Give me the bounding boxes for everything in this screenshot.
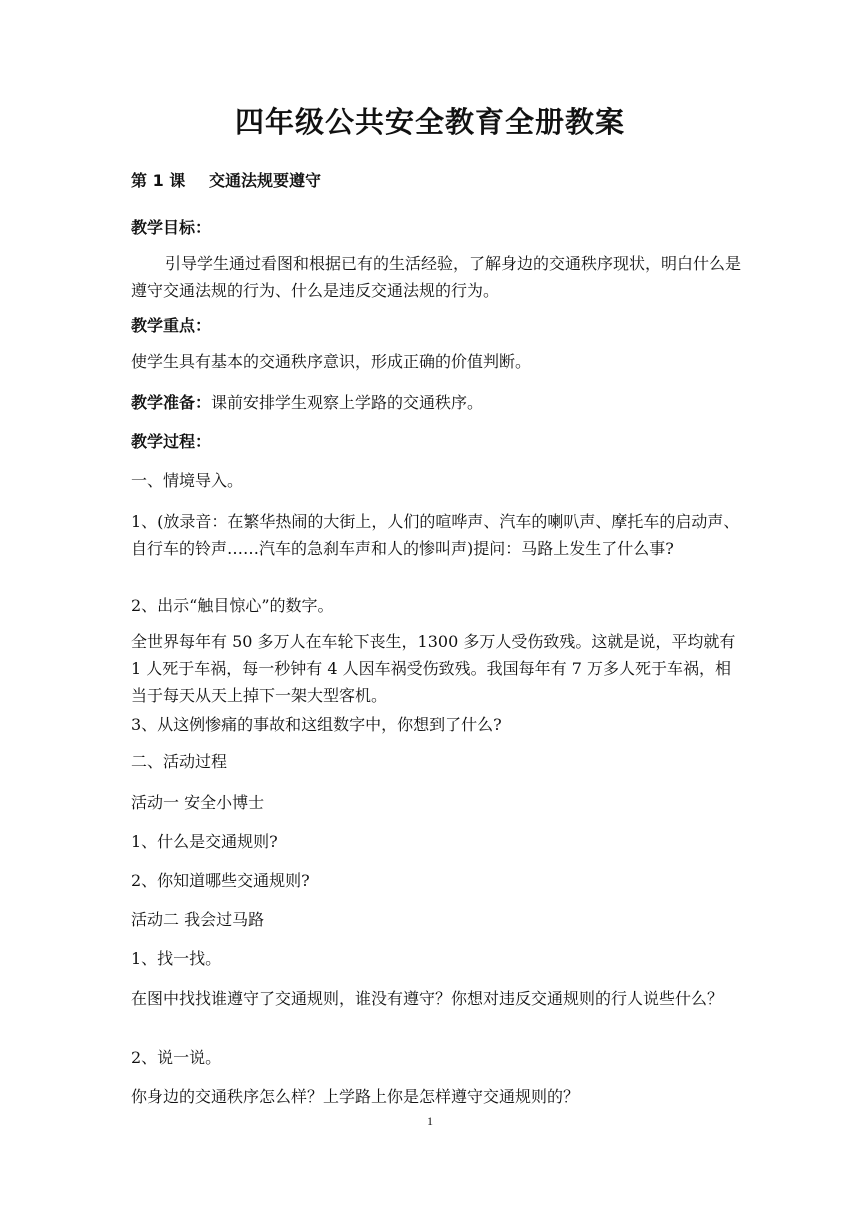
preparation-text: 课前安排学生观察上学路的交通秩序。 bbox=[211, 393, 484, 412]
preparation-heading: 教学准备： bbox=[131, 393, 212, 412]
objective-text: 引导学生通过看图和根据已有的生活经验，了解身边的交通秩序现状，明白什么是遵守交通法规的行为、什么是违反交通法规的行为。 bbox=[131, 254, 742, 300]
activity-one-question-2: 2、你知道哪些交通规则? bbox=[131, 871, 310, 890]
page-number: 1 bbox=[427, 1114, 433, 1128]
preparation-line bbox=[131, 389, 751, 416]
item-recording: 1、(放录音：在繁华热闹的大街上，人们的喧哗声、汽车的喇叭声、摩托车的启动声、自行车的铃声……汽车的急刹车声和人的惨叫声)提问：马路上发生了什么事? bbox=[131, 512, 740, 558]
section-heading-activities: 二、活动过程 bbox=[131, 752, 228, 771]
objective-heading: 教学目标： bbox=[131, 218, 212, 237]
activity-two-step-1: 1、找一找。 bbox=[131, 949, 222, 968]
section-heading-intro: 一、情境导入。 bbox=[131, 471, 244, 490]
activity-one-heading: 活动一 安全小博士 bbox=[131, 793, 265, 812]
lesson-name: 交通法规要遵守 bbox=[209, 171, 322, 190]
statistics-paragraph: 全世界每年有 50 多万人在车轮下丧生，1300 多万人受伤致残。这就是说，平均就有 1 人死于车祸，每一秒钟有 4 人因车祸受伤致残。我国每年有 7 万多人死于车祸，相当于每天从天上掉下一架大型客机。 bbox=[131, 632, 736, 705]
item-reflection: 3、从这例惨痛的事故和这组数字中，你想到了什么? bbox=[131, 715, 502, 734]
document-title: 四年级公共安全教育全册教案 bbox=[234, 105, 625, 139]
activity-two-step-2: 2、说一说。 bbox=[131, 1048, 222, 1067]
activity-two-step-2-text: 你身边的交通秩序怎么样？上学路上你是怎样遵守交通规则的？ bbox=[131, 1087, 580, 1106]
focus-heading: 教学重点： bbox=[131, 316, 212, 335]
activity-two-heading: 活动二 我会过马路 bbox=[131, 910, 265, 929]
process-heading: 教学过程： bbox=[131, 432, 212, 451]
activity-two-step-1-text: 在图中找找谁遵守了交通规则，谁没有遵守？你想对违反交通规则的行人说些什么？ bbox=[131, 989, 724, 1008]
focus-text: 使学生具有基本的交通秩序意识，形成正确的价值判断。 bbox=[131, 352, 532, 371]
lesson-number: 第 1 课 bbox=[131, 171, 186, 190]
lesson-heading bbox=[131, 167, 751, 194]
item-numbers: 2、出示“触目惊心”的数字。 bbox=[131, 596, 334, 615]
activity-one-question-1: 1、什么是交通规则? bbox=[131, 832, 278, 851]
